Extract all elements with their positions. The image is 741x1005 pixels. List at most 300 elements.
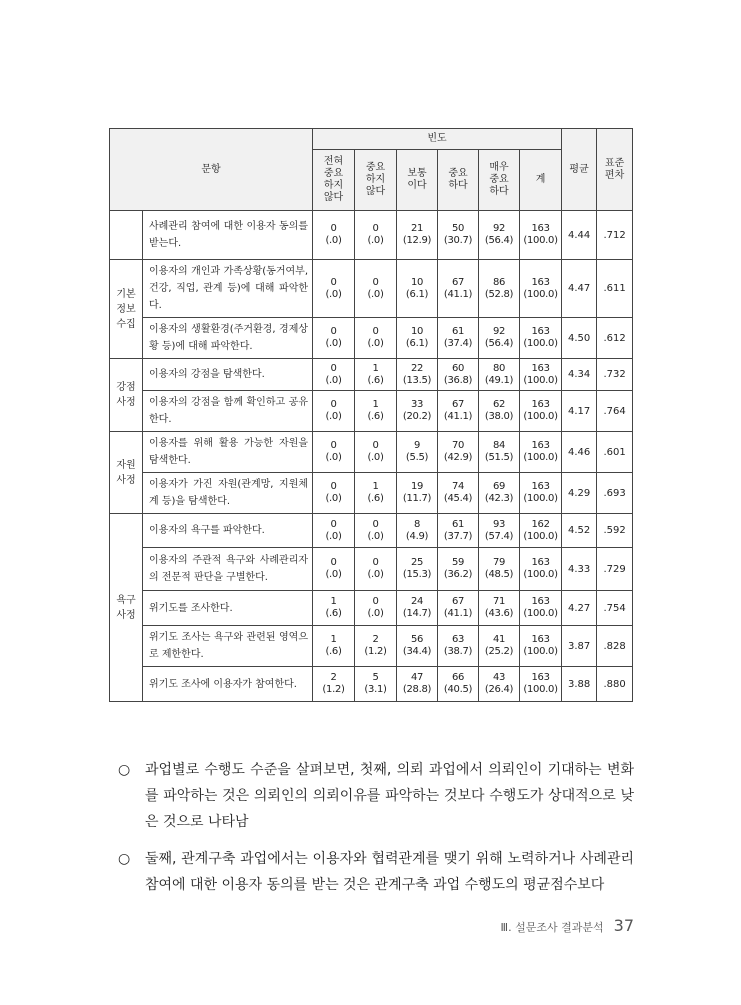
freq-cell	[397, 260, 438, 318]
sd-cell: .712	[597, 211, 633, 260]
freq-cell	[397, 473, 438, 514]
table-row	[110, 359, 633, 391]
freq-count: 92	[492, 326, 506, 337]
freq-cell	[355, 473, 397, 514]
freq-cell	[520, 626, 562, 667]
item-text: 사례관리 참여에 대한 이용자 동의를 받는다.	[143, 211, 313, 260]
freq-count: 163	[531, 399, 550, 410]
freq-cell	[479, 591, 520, 626]
paragraph-2	[118, 846, 634, 898]
header-sd	[597, 129, 633, 211]
freq-percent: (100.0)	[523, 493, 558, 504]
freq-percent: (40.5)	[443, 684, 473, 695]
freq-percent: (43.6)	[484, 608, 514, 619]
freq-cell	[438, 359, 479, 391]
freq-count: 0	[330, 518, 337, 530]
header-freq-col	[438, 150, 479, 211]
freq-count: 10	[410, 276, 424, 288]
table-row	[110, 548, 633, 591]
header-freq-col	[355, 150, 397, 211]
freq-percent: (1.2)	[322, 684, 345, 695]
freq-count: 21	[410, 223, 424, 234]
freq-count: 163	[531, 596, 550, 607]
freq-count: 1	[330, 596, 337, 607]
header-freq-col	[313, 150, 355, 211]
freq-count: 24	[410, 596, 424, 607]
freq-cell	[438, 591, 479, 626]
freq-percent: (42.3)	[484, 493, 514, 504]
category-cell	[110, 211, 143, 260]
freq-cell	[397, 548, 438, 591]
freq-cell	[438, 548, 479, 591]
freq-count: 56	[410, 634, 424, 645]
sd-cell: .764	[597, 391, 633, 432]
freq-cell	[313, 667, 355, 702]
freq-percent: (4.9)	[405, 530, 429, 542]
freq-cell	[438, 626, 479, 667]
freq-percent: (1.2)	[364, 646, 387, 657]
freq-percent: (15.3)	[402, 569, 432, 580]
freq-percent: (100.0)	[523, 608, 558, 619]
freq-count: 92	[492, 223, 506, 234]
freq-percent: (28.8)	[402, 684, 432, 695]
freq-percent: (25.2)	[484, 646, 514, 657]
freq-percent: (.0)	[325, 374, 342, 386]
freq-percent: (37.7)	[443, 530, 473, 542]
freq-cell	[313, 548, 355, 591]
freq-count: 0	[330, 276, 337, 288]
freq-cell	[397, 359, 438, 391]
category-cell	[110, 260, 143, 359]
paragraph-text: 과업별로 수행도 수준을 살펴보면, 첫째, 의뢰 과업에서 의뢰인이 기대하는 변화를 파악하는 것은 의뢰인의 의뢰이유를 파악하는 것보다 수행도가 상대적으로 낮은 것으로 나타남	[145, 762, 634, 830]
freq-count: 0	[330, 557, 337, 568]
freq-cell	[313, 514, 355, 548]
header-item-label: 문항	[110, 129, 313, 211]
freq-cell	[520, 391, 562, 432]
item-text: 위기도 조사는 욕구와 관련된 영역으로 제한한다.	[143, 626, 313, 667]
freq-count: 0	[330, 326, 337, 337]
freq-count: 5	[372, 672, 379, 683]
item-text: 이용자의 주관적 욕구와 사례관리자의 전문적 판단을 구별한다.	[143, 548, 313, 591]
freq-percent: (30.7)	[443, 235, 473, 246]
freq-cell	[438, 514, 479, 548]
item-text: 이용자의 개인과 가족상황(동거여부, 건강, 직업, 관계 등)에 대해 파악한다.	[143, 260, 313, 318]
item-text: 이용자의 욕구를 파악한다.	[143, 514, 313, 548]
freq-count: 1	[372, 481, 379, 492]
freq-cell	[313, 473, 355, 514]
freq-count: 0	[372, 596, 379, 607]
freq-cell	[438, 260, 479, 318]
freq-count: 163	[531, 634, 550, 645]
freq-cell	[520, 473, 562, 514]
item-text: 위기도를 조사한다.	[143, 591, 313, 626]
freq-percent: (100.0)	[523, 569, 558, 580]
freq-percent: (37.4)	[443, 338, 473, 349]
freq-percent: (.6)	[367, 411, 384, 422]
header-sd-line: 편차	[604, 169, 625, 181]
freq-cell	[520, 359, 562, 391]
category-label: 정보	[116, 303, 136, 315]
freq-percent: (57.4)	[484, 530, 514, 542]
sd-cell: .611	[597, 260, 633, 318]
category-label: 기본	[116, 288, 136, 300]
sd-cell: .732	[597, 359, 633, 391]
header-freq-col-line: 않다	[365, 186, 386, 197]
freq-percent: (52.8)	[484, 288, 514, 300]
freq-percent: (100.0)	[523, 374, 558, 386]
freq-percent: (56.4)	[484, 338, 514, 349]
freq-count: 1	[330, 634, 337, 645]
freq-cell	[355, 514, 397, 548]
header-freq-col-line: 전혀	[323, 156, 344, 167]
header-freq-col-line: 하다	[489, 186, 509, 197]
freq-count: 0	[330, 399, 337, 410]
table-row	[110, 591, 633, 626]
freq-count: 2	[330, 672, 337, 683]
header-freq-col-line: 중요	[489, 174, 509, 185]
freq-percent: (45.4)	[443, 493, 473, 504]
mean-cell: 4.34	[562, 359, 597, 391]
table-body	[110, 211, 633, 702]
sd-cell: .693	[597, 473, 633, 514]
bullet-icon: ○	[118, 851, 131, 867]
freq-cell	[520, 318, 562, 359]
freq-cell	[313, 359, 355, 391]
freq-count: 66	[451, 672, 465, 683]
freq-cell	[355, 626, 397, 667]
freq-count: 1	[372, 362, 379, 374]
survey-table	[109, 128, 633, 702]
freq-percent: (.0)	[325, 493, 342, 504]
freq-count: 59	[451, 557, 465, 568]
freq-count: 0	[372, 518, 379, 530]
freq-count: 0	[330, 362, 337, 374]
freq-percent: (100.0)	[523, 646, 558, 657]
freq-percent: (.0)	[367, 235, 384, 246]
header-freq-col	[479, 150, 520, 211]
freq-count: 67	[451, 596, 465, 607]
mean-cell: 4.52	[562, 514, 597, 548]
table-row	[110, 260, 633, 318]
freq-percent: (100.0)	[523, 235, 558, 246]
mean-cell: 3.88	[562, 667, 597, 702]
freq-percent: (100.0)	[523, 338, 558, 349]
freq-count: 0	[330, 481, 337, 492]
header-freq-col	[520, 150, 562, 211]
freq-count: 0	[372, 223, 379, 234]
freq-cell	[438, 667, 479, 702]
header-frequency-group: 빈도	[313, 129, 562, 150]
table-row	[110, 391, 633, 432]
header-freq-col-line: 하다	[448, 180, 468, 191]
freq-cell	[313, 391, 355, 432]
freq-percent: (14.7)	[402, 608, 432, 619]
header-freq-col	[397, 150, 438, 211]
item-text: 이용자가 가진 자원(관계망, 지원체계 등)을 탐색한다.	[143, 473, 313, 514]
freq-percent: (.0)	[367, 608, 384, 619]
freq-cell	[397, 667, 438, 702]
category-label: 사정	[116, 397, 136, 408]
header-freq-col-line: 계	[535, 174, 546, 185]
freq-cell	[313, 211, 355, 260]
freq-cell	[479, 514, 520, 548]
freq-cell	[313, 260, 355, 318]
table-row	[110, 211, 633, 260]
freq-cell	[355, 318, 397, 359]
freq-count: 74	[451, 481, 465, 492]
sd-cell: .880	[597, 667, 633, 702]
freq-count: 162	[531, 518, 550, 530]
header-freq-col-line: 중요	[323, 168, 344, 179]
freq-count: 50	[451, 223, 465, 234]
freq-cell	[479, 667, 520, 702]
freq-percent: (12.9)	[402, 235, 432, 246]
mean-cell: 4.17	[562, 391, 597, 432]
freq-count: 79	[492, 557, 506, 568]
freq-count: 70	[451, 440, 465, 451]
sd-cell: .729	[597, 548, 633, 591]
freq-count: 80	[492, 362, 506, 374]
freq-percent: (13.5)	[402, 374, 432, 386]
freq-count: 61	[451, 518, 465, 530]
freq-percent: (36.2)	[443, 569, 473, 580]
category-cell	[110, 514, 143, 702]
freq-count: 0	[372, 557, 379, 568]
freq-count: 19	[410, 481, 424, 492]
freq-cell	[355, 260, 397, 318]
freq-count: 163	[531, 672, 550, 683]
freq-cell	[520, 211, 562, 260]
mean-cell: 4.46	[562, 432, 597, 473]
freq-percent: (6.1)	[405, 288, 429, 300]
table-row	[110, 432, 633, 473]
freq-count: 84	[492, 440, 506, 451]
header-row	[110, 129, 633, 150]
freq-percent: (42.9)	[443, 452, 473, 463]
freq-percent: (.6)	[325, 608, 342, 619]
category-label: 자원	[116, 459, 136, 471]
sd-cell: .828	[597, 626, 633, 667]
freq-count: 62	[492, 399, 506, 410]
mean-cell: 4.33	[562, 548, 597, 591]
freq-count: 0	[372, 440, 379, 451]
freq-percent: (38.0)	[484, 411, 514, 422]
freq-cell	[479, 548, 520, 591]
freq-percent: (100.0)	[523, 411, 558, 422]
freq-cell	[438, 318, 479, 359]
freq-cell	[355, 591, 397, 626]
paragraph-1	[118, 757, 634, 835]
paragraph-text: 둘째, 관계구축 과업에서는 이용자와 협력관계를 맺기 위해 노력하거나 사례관리 참여에 대한 이용자 동의를 받는 것은 관계구축 과업 수행도의 평균점수보다	[145, 851, 634, 893]
freq-count: 2	[372, 634, 379, 645]
freq-percent: (6.1)	[405, 338, 429, 349]
freq-count: 61	[451, 326, 465, 337]
freq-cell	[520, 432, 562, 473]
freq-percent: (41.1)	[443, 411, 473, 422]
header-freq-col-line: 중요	[448, 168, 468, 179]
freq-cell	[355, 391, 397, 432]
header-freq-col-line: 하지	[323, 180, 344, 191]
freq-percent: (100.0)	[523, 288, 558, 300]
freq-cell	[479, 473, 520, 514]
freq-cell	[397, 591, 438, 626]
freq-cell	[313, 432, 355, 473]
table-row	[110, 318, 633, 359]
header-freq-col-line: 보통	[407, 168, 427, 179]
freq-percent: (.6)	[367, 374, 384, 386]
category-label: 사정	[116, 609, 136, 621]
freq-count: 163	[531, 557, 550, 568]
freq-percent: (.0)	[367, 288, 384, 300]
freq-percent: (100.0)	[523, 530, 558, 542]
header-sd-line: 표준	[604, 157, 625, 169]
category-label: 욕구	[116, 594, 136, 606]
freq-percent: (.0)	[325, 411, 342, 422]
sd-cell: .612	[597, 318, 633, 359]
bullet-icon: ○	[118, 762, 131, 778]
page-number: 37	[613, 916, 634, 935]
freq-count: 0	[330, 440, 337, 451]
freq-percent: (.0)	[325, 530, 342, 542]
sd-cell: .601	[597, 432, 633, 473]
freq-count: 10	[410, 326, 424, 337]
item-text: 이용자의 강점을 함께 확인하고 공유한다.	[143, 391, 313, 432]
freq-percent: (34.4)	[402, 646, 432, 657]
freq-count: 0	[330, 223, 337, 234]
header-freq-col-line: 매우	[489, 162, 509, 173]
freq-count: 0	[372, 276, 379, 288]
sd-cell: .592	[597, 514, 633, 548]
freq-percent: (100.0)	[523, 684, 558, 695]
freq-percent: (36.8)	[443, 374, 473, 386]
table-header	[110, 129, 633, 211]
header-mean: 평균	[562, 129, 597, 211]
freq-count: 1	[372, 399, 379, 410]
freq-count: 93	[492, 518, 506, 530]
header-freq-col-line: 중요	[365, 162, 386, 173]
freq-cell	[355, 359, 397, 391]
mean-cell: 4.47	[562, 260, 597, 318]
freq-percent: (3.1)	[364, 684, 387, 695]
header-freq-col-line: 이다	[407, 180, 427, 191]
freq-cell	[520, 591, 562, 626]
mean-cell: 4.27	[562, 591, 597, 626]
freq-percent: (41.1)	[443, 288, 473, 300]
freq-percent: (49.1)	[484, 374, 514, 386]
freq-cell	[479, 432, 520, 473]
freq-count: 9	[413, 440, 421, 451]
freq-percent: (.0)	[325, 235, 342, 246]
freq-count: 163	[531, 326, 550, 337]
item-text: 이용자의 생활환경(주거환경, 경제상황 등)에 대해 파악한다.	[143, 318, 313, 359]
table-row	[110, 473, 633, 514]
freq-count: 0	[372, 326, 379, 337]
freq-cell	[397, 211, 438, 260]
freq-percent: (38.7)	[443, 646, 473, 657]
table-row	[110, 626, 633, 667]
freq-count: 67	[451, 399, 465, 410]
freq-percent: (.0)	[367, 452, 384, 463]
freq-percent: (.0)	[367, 338, 384, 349]
freq-count: 43	[492, 672, 506, 683]
freq-cell	[438, 473, 479, 514]
freq-cell	[438, 211, 479, 260]
freq-percent: (.6)	[367, 493, 384, 504]
freq-count: 33	[410, 399, 424, 410]
freq-count: 71	[492, 596, 506, 607]
freq-cell	[313, 591, 355, 626]
freq-count: 163	[531, 276, 550, 288]
freq-cell	[520, 667, 562, 702]
freq-cell	[355, 432, 397, 473]
table-row	[110, 667, 633, 702]
freq-cell	[397, 432, 438, 473]
page-footer	[501, 916, 634, 935]
freq-cell	[479, 260, 520, 318]
freq-percent: (.0)	[325, 569, 342, 580]
freq-cell	[397, 318, 438, 359]
mean-cell: 4.50	[562, 318, 597, 359]
freq-count: 47	[410, 672, 424, 683]
freq-count: 163	[531, 481, 550, 492]
mean-cell: 4.29	[562, 473, 597, 514]
freq-percent: (20.2)	[402, 411, 432, 422]
sd-cell: .754	[597, 591, 633, 626]
freq-cell	[438, 391, 479, 432]
freq-count: 60	[451, 362, 465, 374]
mean-cell: 4.44	[562, 211, 597, 260]
freq-cell	[397, 626, 438, 667]
freq-percent: (5.5)	[405, 452, 429, 463]
freq-cell	[479, 318, 520, 359]
freq-cell	[438, 432, 479, 473]
freq-cell	[479, 359, 520, 391]
freq-count: 163	[531, 223, 550, 234]
freq-percent: (11.7)	[402, 493, 432, 504]
freq-count: 67	[451, 276, 465, 288]
header-freq-col-line: 하지	[365, 174, 386, 185]
category-label: 사정	[116, 474, 136, 486]
category-cell	[110, 359, 143, 432]
freq-cell	[355, 211, 397, 260]
freq-cell	[520, 260, 562, 318]
freq-cell	[479, 626, 520, 667]
freq-cell	[520, 514, 562, 548]
table-row	[110, 514, 633, 548]
footer-section: Ⅲ. 설문조사 결과분석	[500, 921, 604, 934]
mean-cell: 3.87	[562, 626, 597, 667]
freq-count: 8	[413, 518, 421, 530]
category-cell	[110, 432, 143, 514]
freq-count: 163	[531, 362, 550, 374]
freq-percent: (.0)	[325, 288, 342, 300]
freq-cell	[479, 391, 520, 432]
category-label: 강점	[116, 382, 136, 393]
freq-cell	[397, 391, 438, 432]
item-text: 위기도 조사에 이용자가 참여한다.	[143, 667, 313, 702]
freq-percent: (.0)	[325, 452, 342, 463]
freq-percent: (48.5)	[484, 569, 514, 580]
freq-cell	[479, 211, 520, 260]
freq-percent: (41.1)	[443, 608, 473, 619]
freq-count: 22	[410, 362, 424, 374]
freq-cell	[313, 626, 355, 667]
freq-cell	[397, 514, 438, 548]
item-text: 이용자의 강점을 탐색한다.	[143, 359, 313, 391]
freq-percent: (51.5)	[484, 452, 514, 463]
freq-cell	[355, 548, 397, 591]
freq-percent: (.0)	[325, 338, 342, 349]
